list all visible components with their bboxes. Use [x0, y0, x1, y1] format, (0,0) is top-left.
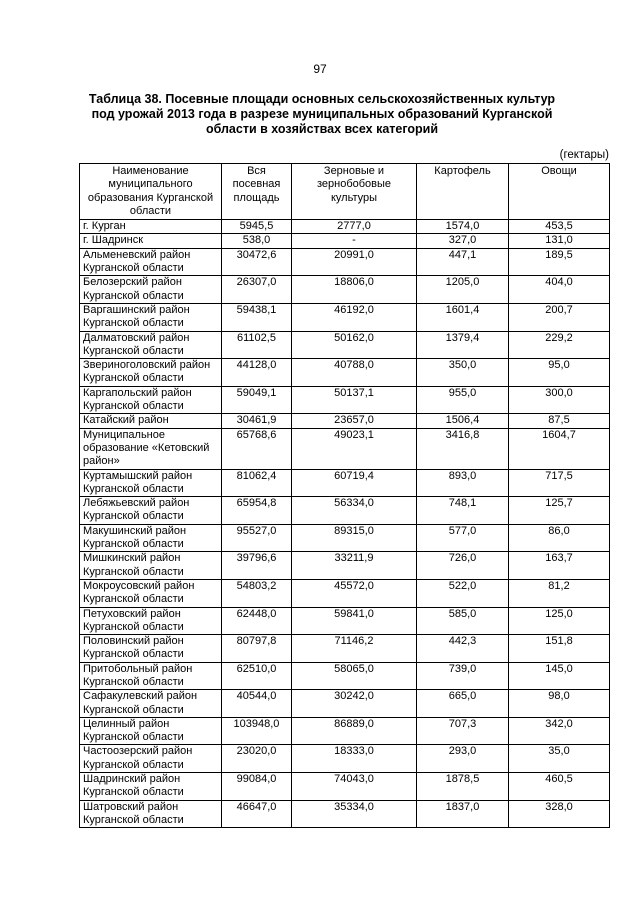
table-row	[80, 662, 610, 690]
cell-vegetables: 125,0	[509, 607, 610, 635]
cell-vegetables: 86,0	[509, 524, 610, 552]
cell-total-area: 39796,6	[222, 552, 292, 580]
cell-grain: 89315,0	[292, 524, 417, 552]
cell-total-area: 80797,8	[222, 635, 292, 663]
cell-grain: 50137,1	[292, 386, 417, 414]
cell-potato: 447,1	[417, 248, 509, 276]
cell-grain: -	[292, 234, 417, 248]
cell-grain: 40788,0	[292, 359, 417, 387]
cell-municipality: Половинский район Курганской области	[80, 635, 222, 663]
cell-total-area: 538,0	[222, 234, 292, 248]
cell-municipality: Куртамышский район Курганской области	[80, 469, 222, 497]
cell-potato: 707,3	[417, 717, 509, 745]
table-row	[80, 220, 610, 234]
cell-potato: 893,0	[417, 469, 509, 497]
cell-potato: 522,0	[417, 579, 509, 607]
cell-vegetables: 189,5	[509, 248, 610, 276]
cell-vegetables: 328,0	[509, 800, 610, 828]
cell-grain: 23657,0	[292, 414, 417, 428]
cell-grain: 60719,4	[292, 469, 417, 497]
cell-grain: 58065,0	[292, 662, 417, 690]
cell-grain: 59841,0	[292, 607, 417, 635]
cell-municipality: Макушинский район Курганской области	[80, 524, 222, 552]
cell-municipality: Каргапольский район Курганской области	[80, 386, 222, 414]
cell-grain: 71146,2	[292, 635, 417, 663]
cell-potato: 1574,0	[417, 220, 509, 234]
cell-total-area: 99084,0	[222, 773, 292, 801]
cell-grain: 86889,0	[292, 717, 417, 745]
cell-total-area: 62448,0	[222, 607, 292, 635]
cell-vegetables: 404,0	[509, 276, 610, 304]
table-row	[80, 414, 610, 428]
cell-potato: 1205,0	[417, 276, 509, 304]
header-total-area: Вся посевная площадь	[222, 164, 292, 220]
cell-grain: 46192,0	[292, 303, 417, 331]
cell-vegetables: 35,0	[509, 745, 610, 773]
cell-grain: 2777,0	[292, 220, 417, 234]
cell-total-area: 81062,4	[222, 469, 292, 497]
cell-municipality: Мишкинский район Курганской области	[80, 552, 222, 580]
cell-total-area: 54803,2	[222, 579, 292, 607]
cell-grain: 56334,0	[292, 497, 417, 525]
cell-municipality: г. Курган	[80, 220, 222, 234]
cell-potato: 1837,0	[417, 800, 509, 828]
cell-vegetables: 229,2	[509, 331, 610, 359]
cell-potato: 748,1	[417, 497, 509, 525]
cell-total-area: 46647,0	[222, 800, 292, 828]
cell-vegetables: 131,0	[509, 234, 610, 248]
table-row	[80, 469, 610, 497]
cell-municipality: Катайский район	[80, 414, 222, 428]
cell-grain: 49023,1	[292, 428, 417, 469]
cell-vegetables: 342,0	[509, 717, 610, 745]
cell-total-area: 61102,5	[222, 331, 292, 359]
cell-vegetables: 81,2	[509, 579, 610, 607]
cell-municipality: Белозерский район Курганской области	[80, 276, 222, 304]
cell-grain: 30242,0	[292, 690, 417, 718]
table-row	[80, 773, 610, 801]
cell-vegetables: 98,0	[509, 690, 610, 718]
cell-potato: 585,0	[417, 607, 509, 635]
cell-vegetables: 200,7	[509, 303, 610, 331]
cell-municipality: Муниципальное образование «Кетовский район»	[80, 428, 222, 469]
cell-grain: 74043,0	[292, 773, 417, 801]
cell-grain: 18333,0	[292, 745, 417, 773]
table-row	[80, 303, 610, 331]
table-row	[80, 635, 610, 663]
cell-grain: 35334,0	[292, 800, 417, 828]
table-row	[80, 800, 610, 828]
cell-grain: 20991,0	[292, 248, 417, 276]
table-row	[80, 428, 610, 469]
cell-municipality: Частоозерский район Курганской области	[80, 745, 222, 773]
table-row	[80, 745, 610, 773]
cell-total-area: 59438,1	[222, 303, 292, 331]
table-row	[80, 524, 610, 552]
cell-grain: 18806,0	[292, 276, 417, 304]
table-row	[80, 690, 610, 718]
cell-total-area: 65768,6	[222, 428, 292, 469]
table-row	[80, 331, 610, 359]
cell-municipality: Звериноголовский район Курганской области	[80, 359, 222, 387]
cell-potato: 726,0	[417, 552, 509, 580]
cell-vegetables: 300,0	[509, 386, 610, 414]
cell-potato: 350,0	[417, 359, 509, 387]
header-potato: Картофель	[417, 164, 509, 220]
cell-municipality: Целинный район Курганской области	[80, 717, 222, 745]
table-row	[80, 386, 610, 414]
table-row	[80, 497, 610, 525]
cell-municipality: Шатровский район Курганской области	[80, 800, 222, 828]
cell-total-area: 30461,9	[222, 414, 292, 428]
cell-grain: 50162,0	[292, 331, 417, 359]
cell-municipality: Притобольный район Курганской области	[80, 662, 222, 690]
table-row	[80, 276, 610, 304]
cell-potato: 3416,8	[417, 428, 509, 469]
table-row	[80, 579, 610, 607]
cell-total-area: 26307,0	[222, 276, 292, 304]
units-label: (гектары)	[559, 149, 609, 161]
page-number: 97	[313, 62, 327, 76]
cell-vegetables: 125,7	[509, 497, 610, 525]
cell-municipality: Варгашинский район Курганской области	[80, 303, 222, 331]
cell-potato: 739,0	[417, 662, 509, 690]
table-row	[80, 552, 610, 580]
cell-total-area: 40544,0	[222, 690, 292, 718]
cell-vegetables: 95,0	[509, 359, 610, 387]
table-body	[80, 220, 610, 828]
table-row	[80, 359, 610, 387]
cell-municipality: Петуховский район Курганской области	[80, 607, 222, 635]
cell-municipality: г. Шадринск	[80, 234, 222, 248]
cell-total-area: 44128,0	[222, 359, 292, 387]
cell-municipality: Лебяжьевский район Курганской области	[80, 497, 222, 525]
table-row	[80, 234, 610, 248]
header-vegetables: Овощи	[509, 164, 610, 220]
cell-vegetables: 1604,7	[509, 428, 610, 469]
cell-total-area: 95527,0	[222, 524, 292, 552]
header-municipality: Наименование муниципального образования Курганской области	[80, 164, 222, 220]
cell-vegetables: 460,5	[509, 773, 610, 801]
cell-municipality: Сафакулевский район Курганской области	[80, 690, 222, 718]
cell-potato: 955,0	[417, 386, 509, 414]
cell-total-area: 65954,8	[222, 497, 292, 525]
cell-total-area: 103948,0	[222, 717, 292, 745]
cell-grain: 45572,0	[292, 579, 417, 607]
cell-total-area: 30472,6	[222, 248, 292, 276]
cell-potato: 1601,4	[417, 303, 509, 331]
cell-potato: 1878,5	[417, 773, 509, 801]
cell-total-area: 23020,0	[222, 745, 292, 773]
cell-potato: 293,0	[417, 745, 509, 773]
cell-vegetables: 151,8	[509, 635, 610, 663]
cell-potato: 1379,4	[417, 331, 509, 359]
cell-vegetables: 163,7	[509, 552, 610, 580]
table-row	[80, 607, 610, 635]
cell-municipality: Далматовский район Курганской области	[80, 331, 222, 359]
cell-municipality: Альменевский район Курганской области	[80, 248, 222, 276]
data-table	[79, 163, 610, 828]
cell-potato: 665,0	[417, 690, 509, 718]
cell-total-area: 5945,5	[222, 220, 292, 234]
table-header-row	[80, 164, 610, 220]
table-row	[80, 717, 610, 745]
cell-vegetables: 453,5	[509, 220, 610, 234]
cell-potato: 577,0	[417, 524, 509, 552]
cell-grain: 33211,9	[292, 552, 417, 580]
cell-total-area: 59049,1	[222, 386, 292, 414]
table-row	[80, 248, 610, 276]
header-grain: Зерновые и зернобобовые культуры	[292, 164, 417, 220]
cell-total-area: 62510,0	[222, 662, 292, 690]
cell-vegetables: 145,0	[509, 662, 610, 690]
cell-potato: 327,0	[417, 234, 509, 248]
cell-vegetables: 87,5	[509, 414, 610, 428]
cell-municipality: Шадринский район Курганской области	[80, 773, 222, 801]
cell-municipality: Мокроусовский район Курганской области	[80, 579, 222, 607]
cell-potato: 1506,4	[417, 414, 509, 428]
cell-vegetables: 717,5	[509, 469, 610, 497]
cell-potato: 442,3	[417, 635, 509, 663]
table-title: Таблица 38. Посевные площади основных сельскохозяйственных культур под урожай 2013 года в разрезе муниципальных образований Курганской области в хозяйствах всех категорий	[88, 92, 556, 136]
